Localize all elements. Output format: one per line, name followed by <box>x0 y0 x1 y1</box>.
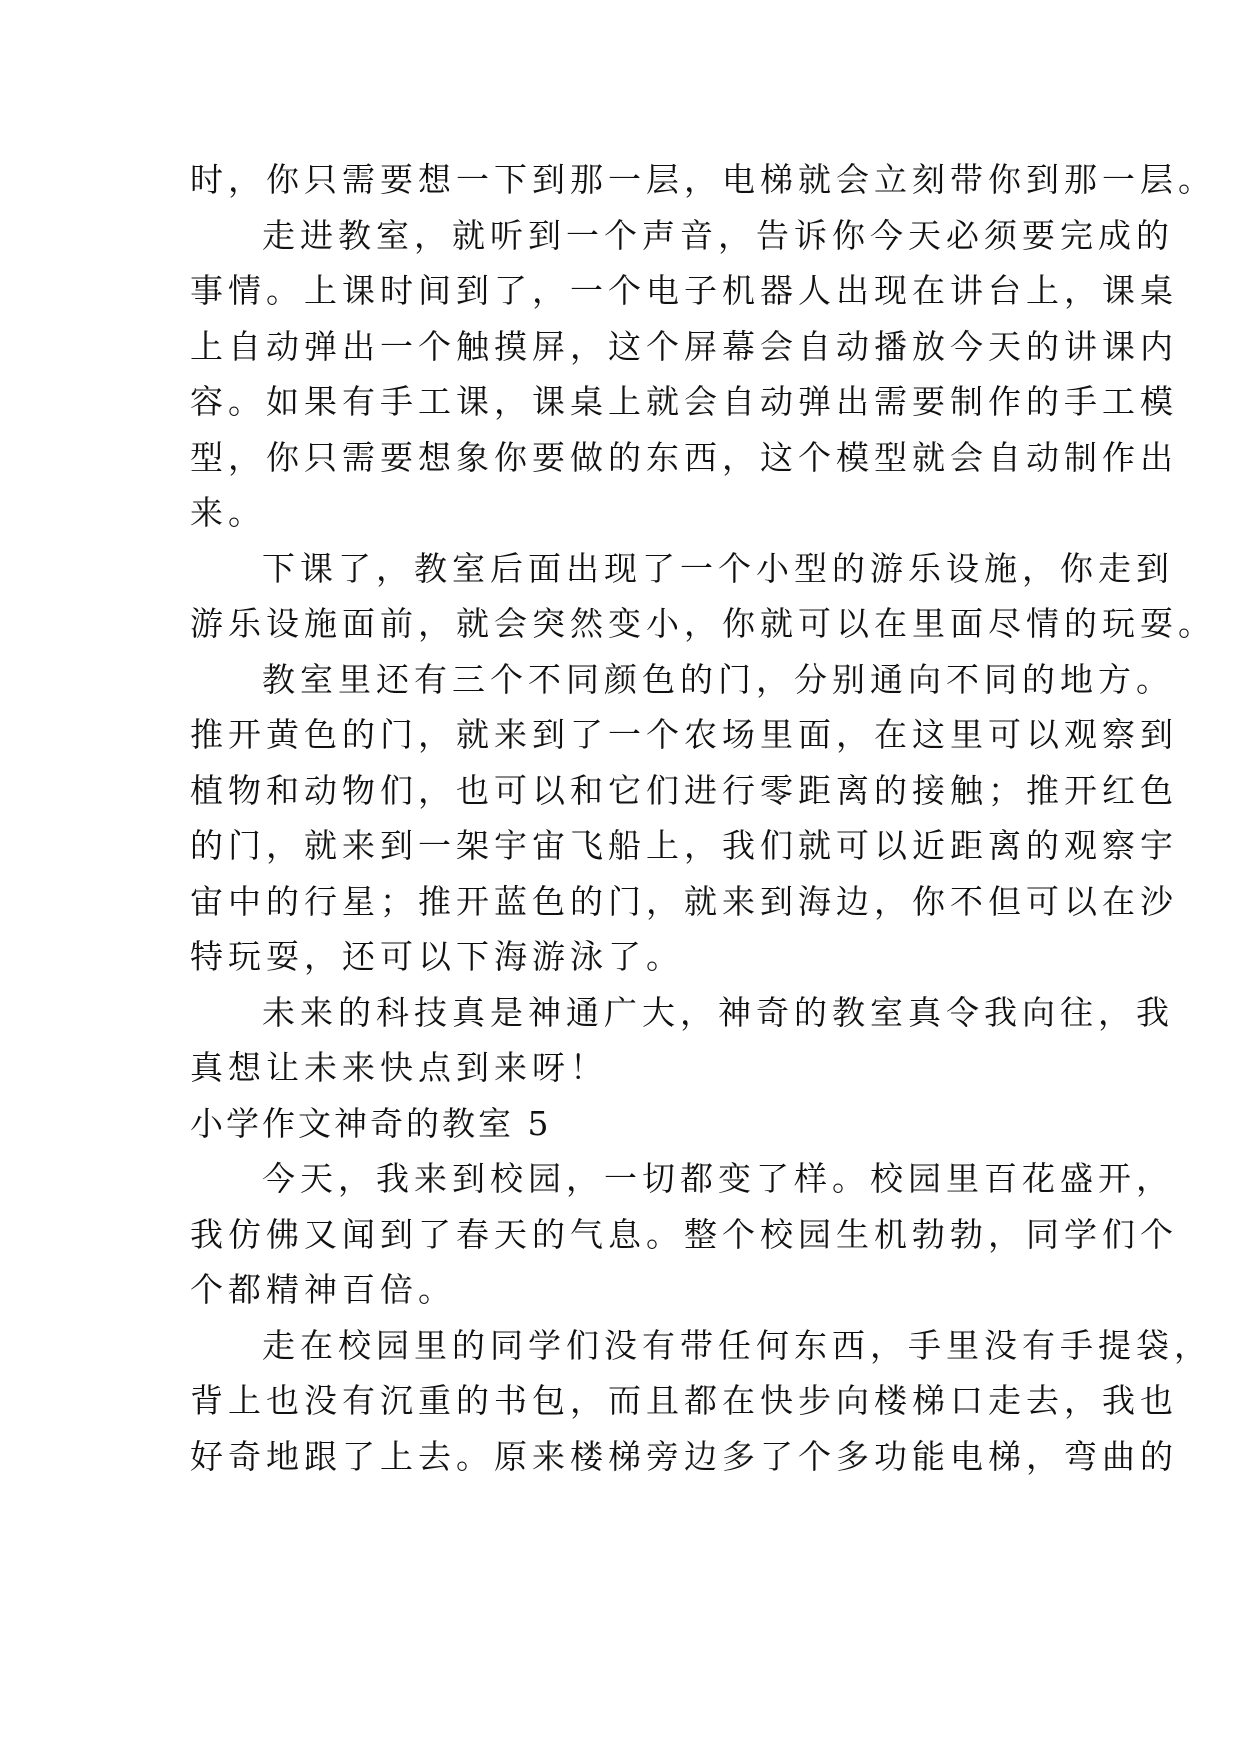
paragraph-line: 游乐设施面前，就会突然变小，你就可以在里面尽情的玩耍。 <box>190 604 1216 643</box>
paragraph-line: 好奇地跟了上去。原来楼梯旁边多了个多功能电梯，弯曲的 <box>190 1436 1178 1476</box>
paragraph-line: 走在校园里的同学们没有带任何东西，手里没有手提袋， <box>262 1325 1212 1365</box>
paragraph-line: 我仿佛又闻到了春天的气息。整个校园生机勃勃，同学们个 <box>190 1214 1178 1254</box>
paragraph-line: 个都精神百倍。 <box>190 1270 456 1309</box>
paragraph-line: 上自动弹出一个触摸屏，这个屏幕会自动播放今天的讲课内 <box>190 326 1178 366</box>
section-heading: 小学作文神奇的教室 5 <box>190 1103 552 1143</box>
paragraph-line: 时，你只需要想一下到那一层，电梯就会立刻带你到那一层。 <box>190 160 1216 199</box>
paragraph-line: 真想让未来快点到来呀！ <box>190 1048 608 1087</box>
paragraph-line: 植物和动物们，也可以和它们进行零距离的接触；推开红色 <box>190 770 1178 810</box>
paragraph-line: 下课了，教室后面出现了一个小型的游乐设施，你走到 <box>262 548 1174 588</box>
paragraph-line: 来。 <box>190 493 266 532</box>
paragraph-line: 型，你只需要想象你要做的东西，这个模型就会自动制作出 <box>190 437 1178 477</box>
paragraph-line: 的门，就来到一架宇宙飞船上，我们就可以近距离的观察宇 <box>190 826 1178 865</box>
paragraph-line: 走进教室，就听到一个声音，告诉你今天必须要完成的 <box>262 215 1174 255</box>
paragraph-line: 教室里还有三个不同颜色的门，分别通向不同的地方。 <box>262 659 1174 699</box>
paragraph-line: 背上也没有沉重的书包，而且都在快步向楼梯口走去，我也 <box>190 1381 1178 1420</box>
paragraph-line: 宙中的行星；推开蓝色的门，就来到海边，你不但可以在沙 <box>190 881 1178 921</box>
paragraph-line: 特玩耍，还可以下海游泳了。 <box>190 937 684 976</box>
paragraph-line: 推开黄色的门，就来到了一个农场里面，在这里可以观察到 <box>190 715 1178 754</box>
document-page <box>190 152 1216 1484</box>
paragraph-line: 未来的科技真是神通广大，神奇的教室真令我向往，我 <box>262 992 1174 1032</box>
paragraph-line: 容。如果有手工课，课桌上就会自动弹出需要制作的手工模 <box>190 382 1178 421</box>
paragraph-line: 事情。上课时间到了，一个电子机器人出现在讲台上，课桌 <box>190 271 1178 310</box>
paragraph-line: 今天，我来到校园，一切都变了样。校园里百花盛开， <box>262 1159 1174 1198</box>
